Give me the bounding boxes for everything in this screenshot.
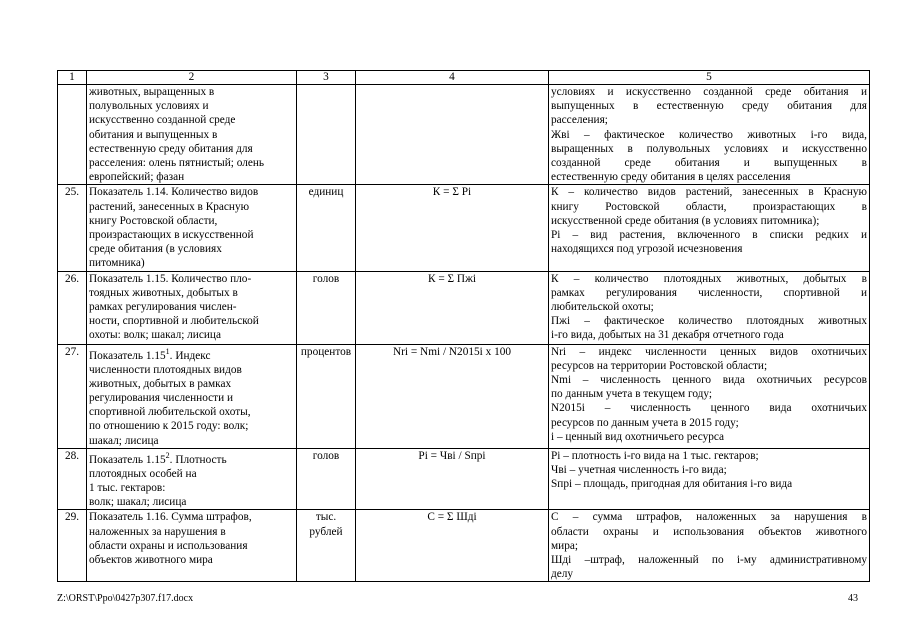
text-fragment: Индекс [175,349,211,362]
row-number: 27. [58,344,87,448]
table-row [58,185,870,271]
text-line: условиях и искусственно созданной среде обитания и [551,86,867,98]
formula: К = Σ Рі [356,185,549,271]
header-col-5: 5 [549,71,870,85]
text-fragment: Показатель 1.15 [89,453,166,466]
text-line: Пжі – фактическое количество плотоядных животных [551,315,867,328]
description [549,448,870,510]
text-line: произрастающих в искусственной [89,229,254,242]
text-line: К – количество видов растений, занесенных в Красную [551,186,867,199]
text-line: книгу Ростовской области, произрастающих в [551,200,867,213]
text-line: растений, занесенных в Красную [89,200,250,213]
text-line: животных, добытых в рамках [89,377,232,390]
superscript: 2 [165,450,170,460]
text-line: по данным учета в текущем году; [551,388,713,401]
header-row [58,71,870,85]
table-row [58,85,870,185]
indicator-name [87,510,297,582]
text-line: обитания и выпущенных в [89,128,218,141]
description [549,185,870,271]
text-line: N2015i – численность ценного вида охотничьих [551,402,867,415]
row-number: 26. [58,271,87,344]
description [549,85,870,185]
text-line: тоядных животных, добытых в [89,286,238,299]
header-col-1: 1 [58,71,87,85]
text-line: i – ценный вид охотничьего ресурса [551,430,725,443]
indicator-name [87,85,297,185]
text-line: Рі – вид растения, включенного в списки редких и [551,229,867,242]
text-line: Показатель 1.15$^1$. Индекс [89,346,211,362]
text-line: искусственной среде обитания (в условиях питомника); [551,214,820,227]
text-line: любительской охоты; [551,301,654,314]
table-row [58,448,870,510]
text-line: ресурсов на территории Ростовской области; [551,359,768,372]
unit: голов [297,448,356,510]
text-line: ресурсов по данным учета в 2015 году; [551,416,739,429]
text-line: тыс. [315,511,337,524]
text-line: Шді –штраф, наложенный по і-му административному [551,554,867,567]
text-line: области охраны и использования [89,539,248,552]
text-line: шакал; лисица [89,434,159,447]
text-line: мира; [551,539,578,552]
row-number: 28. [58,448,87,510]
text-line: делу [551,568,574,581]
text-line: естественную среду обитания в целях расселения [551,171,791,184]
text-line: Nmi – численность ценного вида охотничьих ресурсов [551,374,867,387]
text-line: С – сумма штрафов, наложенных за нарушения в [551,511,867,524]
text-line: наложенных за нарушения в [89,525,226,538]
description [549,344,870,448]
text-line: ности, спортивной и любительской [89,315,259,328]
text-line: выпущенных в естественную среду обитания для [551,100,867,113]
row-number: 25. [58,185,87,271]
text-line: по отношению к 2015 году: волк; [89,420,249,433]
text-line: Pi – плотность і-го вида на 1 тыс. гектаров; [551,449,759,462]
text-line: области охраны и использования объектов животного [551,525,867,538]
text-line: Показатель 1.15. Количество пло- [89,272,252,285]
text-line [89,449,294,467]
text-line: расселения; [551,114,608,127]
text-line: охоты: волк; шакал; лисица [89,329,221,342]
text-line: Nri – индекс численности ценных видов охотничьих [551,345,867,358]
text-line: искусственно созданной среде [89,114,236,127]
row-number [58,85,87,185]
document-path: Z:\ORST\Ppo\0427p307.f17.docx [57,593,194,604]
text-line: рамках регулирования числен- [89,301,237,314]
text-line: выращенных в полувольных условиях и искусственно [551,142,867,155]
text-line: плотоядных особей на [89,467,197,480]
text-line: естественную среду обитания для [89,142,253,155]
text-line: волк; шакал; лисица [89,496,187,509]
text-line: Sпрі – площадь, пригодная для обитания і-го вида [551,478,793,491]
description [549,271,870,344]
text-line: созданной среде обитания и выпущенных в [551,157,867,170]
unit [297,510,356,582]
text-line: і-го вида, добытых на 31 декабря отчетного года [551,329,784,342]
formula: Pi = Чві / Sпрі [356,448,549,510]
text-line: среде обитания (в условиях [89,243,222,256]
header-col-2: 2 [87,71,297,85]
header-col-3: 3 [297,71,356,85]
text-line: спортивной любительской охоты, [89,406,251,419]
text-line: полувольных условиях и [89,100,209,113]
header-col-4: 4 [356,71,549,85]
unit: единиц [297,185,356,271]
text-line: рублей [309,525,343,538]
text-line: находящихся под угрозой исчезновения [551,243,743,256]
text-line: животных, выращенных в [89,86,215,98]
text-line: Жві – фактическое количество животных і-го вида, [551,128,867,141]
text-line: Показатель 1.16. Сумма штрафов, [89,511,252,524]
indicator-table [57,70,870,582]
superscript: 1 [165,346,170,356]
unit: процентов [297,344,356,448]
unit [297,85,356,185]
table-row [58,271,870,344]
text-line: расселения: олень пятнистый; олень [89,157,265,170]
formula: С = Σ Шді [356,510,549,582]
text-line: регулирования численности и [89,392,234,405]
description [549,510,870,582]
unit: голов [297,271,356,344]
text-line: К – количество плотоядных животных, добытых в [551,272,867,285]
formula: Nri = Nmi / N2015i x 100 [356,344,549,448]
text-line: европейский; фазан [89,171,185,184]
indicator-name [87,344,297,448]
text-line: рамках регулирования численности, спортивной и [551,286,867,299]
text-fragment: . Плотность [169,453,227,466]
formula [356,85,549,185]
text-line: питомника) [89,257,145,270]
text-line: Показатель 1.14. Количество видов [89,186,259,199]
indicator-name [87,271,297,344]
indicator-name [87,448,297,510]
text-line: 1 тыс. гектаров: [89,482,166,494]
table-row [58,344,870,448]
text-line: Чві – учетная численность і-го вида; [551,464,727,477]
indicator-name [87,185,297,271]
text-line: численности плотоядных видов [89,363,242,376]
text-fragment: Показатель 1.15 [89,349,166,362]
text-line: книгу Ростовской области, [89,214,218,227]
page-number: 43 [848,593,858,604]
row-number: 29. [58,510,87,582]
table-row [58,510,870,582]
formula: К = Σ Пжі [356,271,549,344]
text-line: объектов животного мира [89,554,213,567]
